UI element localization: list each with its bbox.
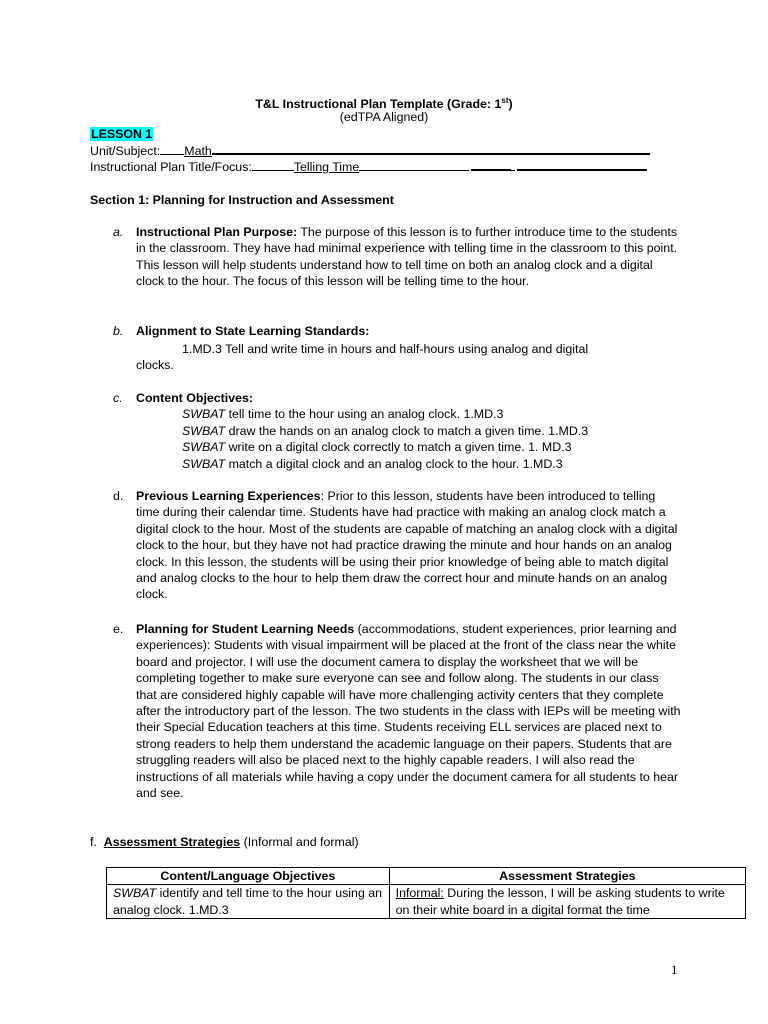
objective-item <box>182 423 588 439</box>
blank-line <box>517 158 647 171</box>
item-e-label: Planning for Student Learning Needs <box>136 622 355 636</box>
table-cell-objective <box>107 885 390 919</box>
blank-line <box>212 142 650 155</box>
item-a-marker: a. <box>113 225 124 239</box>
unit-subject-line <box>90 142 650 159</box>
plan-title-value: Telling Time <box>293 160 360 174</box>
item-c-label: Content Objectives: <box>136 391 254 405</box>
item-e-text: (accommodations, student experiences, prior learning and experiences): Students with visual impairment will be placed at the front of the class near the white board and projector. I will use the document camera to display the worksheet that we will be completing together to make sure everyone can see and follow along. The students in our class that are considered highly capable will have more challenging activity centers that they complete after the introductory part of the lesson. The two students in the class with IEPs will be meeting with their Special Education teachers at this time. Students receiving ELL services are placed next to strong readers to help them understand the academic language on their papers. Students that are struggling readers will also be placed next to the highly capable readers. I will also read the instructions of all materials while having a copy under the document camera for all students to hear and see. <box>136 622 681 801</box>
assessment-table <box>106 867 746 919</box>
item-e-paragraph <box>136 621 681 801</box>
item-e-marker: e. <box>113 622 124 636</box>
item-b-marker: b. <box>113 324 124 338</box>
strategy-text: During the lesson, I will be asking students to write on their white board in a digital format the time <box>395 886 725 917</box>
item-d-paragraph <box>136 488 681 603</box>
swbat-label: SWBAT <box>182 424 226 438</box>
title-text: T&L Instructional Plan Template (Grade: 1 <box>255 97 502 112</box>
unit-subject-label: Unit/Subject: <box>90 144 161 158</box>
column-header-objectives: Content/Language Objectives <box>107 868 390 885</box>
item-b-standard-line1: 1.MD.3 Tell and write time in hours and half-hours using analog and digital <box>182 342 589 356</box>
informal-label: Informal: <box>395 886 444 901</box>
objective-text: identify and tell time to the hour using an analog clock. 1.MD.3 <box>113 886 383 917</box>
swbat-label: SWBAT <box>113 886 157 901</box>
unit-subject-value: Math <box>184 144 212 158</box>
blank-line <box>252 159 294 171</box>
item-d-text: : Prior to this lesson, students have been introduced to telling time during their calendar time. Students have had practice with making an analog clock match a digital clock to the hour. Most of the students are capable of matching an analog clock with a digital clock to the hour, but they have not had practice drawing the minute and hour hands on an analog clock. In this lesson, the students will be using their prior knowledge of being able to match digital and analog clocks to the hour to help them draw the correct hour and minute hands on an analog clock. <box>136 489 678 602</box>
lesson-label <box>90 126 153 142</box>
lesson-label-highlight: LESSON 1 <box>91 127 153 141</box>
table-row <box>107 885 746 919</box>
item-a-label: Instructional Plan Purpose: <box>136 225 298 239</box>
title-end: ) <box>508 97 513 112</box>
blank-line <box>471 158 511 171</box>
plan-title-label: Instructional Plan Title/Focus: <box>90 160 252 174</box>
objective-text: tell time to the hour using an analog clock. 1.MD.3 <box>225 407 504 421</box>
plan-title-line <box>90 158 647 175</box>
item-f-text: (Informal and formal) <box>240 835 359 849</box>
objective-item <box>182 456 563 472</box>
item-d-marker: d. <box>113 489 124 503</box>
objective-item <box>182 406 503 422</box>
column-header-assessment: Assessment Strategies <box>389 868 745 885</box>
item-f-label: Assessment Strategies <box>103 835 241 849</box>
section1-heading: Section 1: Planning for Instruction and Assessment <box>90 193 394 207</box>
blank-line <box>359 159 469 171</box>
title-superscript: st <box>501 96 509 105</box>
swbat-label: SWBAT <box>182 440 226 454</box>
item-b-label: Alignment to State Learning Standards: <box>136 324 370 338</box>
objective-text: write on a digital clock correctly to match a given time. 1. MD.3 <box>225 440 572 454</box>
swbat-label: SWBAT <box>182 457 226 471</box>
swbat-label: SWBAT <box>182 407 226 421</box>
objective-item <box>182 439 572 455</box>
page-number: 1 <box>671 962 678 977</box>
item-a-text: The purpose of this lesson is to further introduce time to the students in the classroom. They have had minimal experience with telling time in the classroom to this point. This lesson will help students understand how to tell time on both an analog clock and a digital clock to the hour. The focus of this lesson will be telling time to the hour. <box>136 225 678 289</box>
table-header-row <box>107 868 746 885</box>
blank-line <box>160 143 184 155</box>
objective-text: match a digital clock and an analog clock to the hour. 1.MD.3 <box>225 457 563 471</box>
item-a-paragraph <box>136 224 681 290</box>
table-cell-strategy <box>389 885 745 919</box>
item-f-marker: f. <box>90 835 97 849</box>
item-d-label: Previous Learning Experiences <box>136 489 321 503</box>
blank-line <box>511 159 515 171</box>
document-subtitle: (edTPA Aligned) <box>339 110 429 124</box>
item-c-marker: c. <box>113 391 123 405</box>
objective-text: draw the hands on an analog clock to match a given time. 1.MD.3 <box>225 424 589 438</box>
item-f-line <box>90 834 359 850</box>
item-b-standard-line2: clocks. <box>136 358 174 372</box>
